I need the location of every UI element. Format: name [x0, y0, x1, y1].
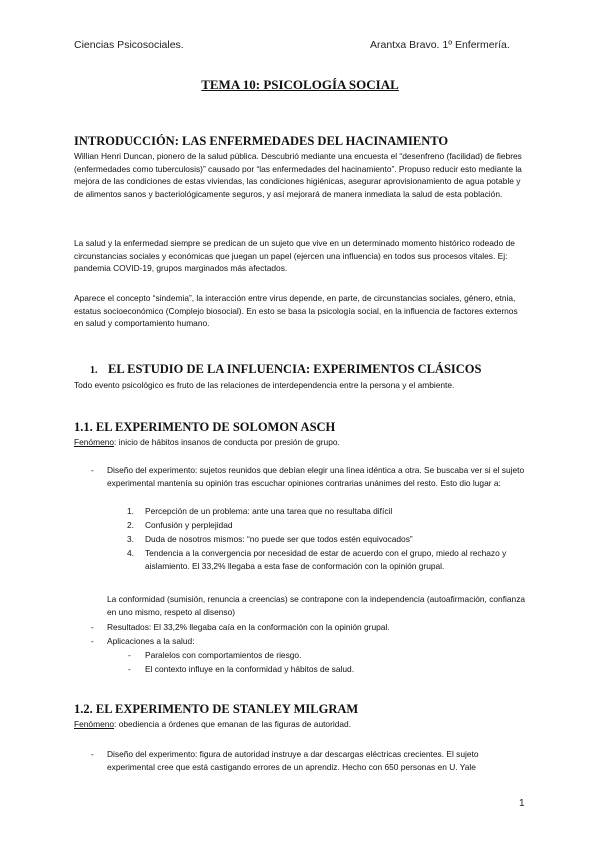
milgram-phenomenon: [74, 718, 526, 731]
asch-step-1: Percepción de un problema: ante una tarea que no resultaba difícil: [145, 506, 393, 516]
intro-paragraph-1: Willian Henri Duncan, pionero de la salud pública. Descubrió mediante una encuesta el “desenfreno (facilidad) de fiebres (enfermedades como tuberculosis)” causado por “las enfermedades del hacinamiento”. Propuso reducir esto mediante la mejora de las condiciones de estas viviendas, las condiciones higiénicas, asegurar aprovisionamiento de agua potable y de alimentos sanos y bacteriológicamente seguros, y así mejorará de manera inmediata la salud de esta población.: [74, 151, 522, 199]
milgram-phenomenon-text: : obediencia a órdenes que emanan de las figuras de autoridad.: [114, 719, 352, 729]
asch-phenomenon-text: : inicio de hábitos insanos de conducta por presión de grupo.: [114, 437, 340, 447]
asch-phenomenon: [74, 436, 526, 449]
asch-step-1-number: 1.: [127, 506, 134, 516]
intro-paragraph-3: Aparece el concepto “sindemia”, la interacción entre virus depende, en parte, de circunstancias sociales, género, etnia, estatus socioeconómico (Complejo biosocial). En esto se basa la psicología social, en la influencia de factores externos en salud y comportamiento humano.: [74, 293, 518, 329]
asch-heading: 1.1. EL EXPERIMENTO DE SOLOMON ASCH: [74, 420, 336, 434]
bullet-dash: -: [91, 465, 94, 475]
asch-step-4-number: 4.: [127, 548, 134, 558]
page-title: TEMA 10: PSICOLOGÍA SOCIAL: [201, 77, 399, 92]
asch-phenomenon-label: Fenómeno: [74, 437, 115, 447]
intro-heading: INTRODUCCIÓN: LAS ENFERMEDADES DEL HACINAMIENTO: [74, 134, 449, 148]
sub-bullet-dash: -: [128, 650, 131, 660]
section-1-number: 1.: [90, 365, 98, 376]
sub-bullet-dash: -: [128, 664, 131, 674]
asch-step-2: Confusión y perplejidad: [145, 520, 233, 530]
milgram-heading: 1.2. EL EXPERIMENTO DE STANLEY MILGRAM: [74, 702, 359, 716]
asch-applications: Aplicaciones a la salud:: [107, 636, 195, 646]
milgram-phenomenon-label: Fenómeno: [74, 719, 115, 729]
asch-step-4: Tendencia a la convergencia por necesidad de estar de acuerdo con el grupo, miedo al rechazo y aislamiento. El 33,2% llegaba a esta fase de conformación con la opinión grupal.: [145, 548, 507, 571]
section-1-title: EL ESTUDIO DE LA INFLUENCIA: EXPERIMENTOS CLÁSICOS: [108, 362, 482, 376]
section-1-heading: [90, 362, 481, 377]
page-number: 1: [519, 798, 525, 809]
bullet-dash: -: [91, 622, 94, 632]
bullet-dash: -: [91, 749, 94, 759]
asch-design: Diseño del experimento: sujetos reunidos que debían elegir una línea idéntica a otra. Se buscaba ver si el sujeto experimental mantenía su opinión tras escuchar opiniones contrarias unánimes del resto. Esto dio lugar a:: [107, 465, 525, 488]
asch-application-2: El contexto influye en la conformidad y hábitos de salud.: [145, 664, 355, 674]
asch-results: Resultados: El 33,2% llegaba caía en la conformación con la opinión grupal.: [107, 622, 390, 632]
asch-step-3-number: 3.: [127, 534, 134, 544]
milgram-design: Diseño del experimento: figura de autoridad instruye a dar descargas eléctricas crecientes. El sujeto experimental cree que está castigando errores de un aprendiz. Hecho con 650 personas en U. Yale: [107, 749, 479, 772]
bullet-dash: -: [91, 636, 94, 646]
section-1-text: Todo evento psicológico es fruto de las relaciones de interdependencia entre la persona y el ambiente.: [74, 380, 455, 390]
header-course: Ciencias Psicosociales.: [74, 39, 184, 51]
asch-conformity: La conformidad (sumisión, renuncia a creencias) se contrapone con la independencia (autoafirmación, confianza en uno mismo, respeto al disenso): [107, 594, 526, 617]
asch-step-3: Duda de nosotros mismos: “no puede ser que todos estén equivocados”: [145, 534, 413, 544]
intro-paragraph-2: La salud y la enfermedad siempre se predican de un sujeto que vive en un determinado momento histórico rodeado de circunstancias sociales y económicas que juegan un papel (ejercen una influencia) en todos sus procesos vitales. Ej: pandemia COVID-19, grupos marginados más afectados.: [74, 238, 515, 274]
asch-step-2-number: 2.: [127, 520, 134, 530]
header-author: Arantxa Bravo. 1º Enfermería.: [370, 39, 510, 51]
asch-application-1: Paralelos con comportamientos de riesgo.: [145, 650, 302, 660]
